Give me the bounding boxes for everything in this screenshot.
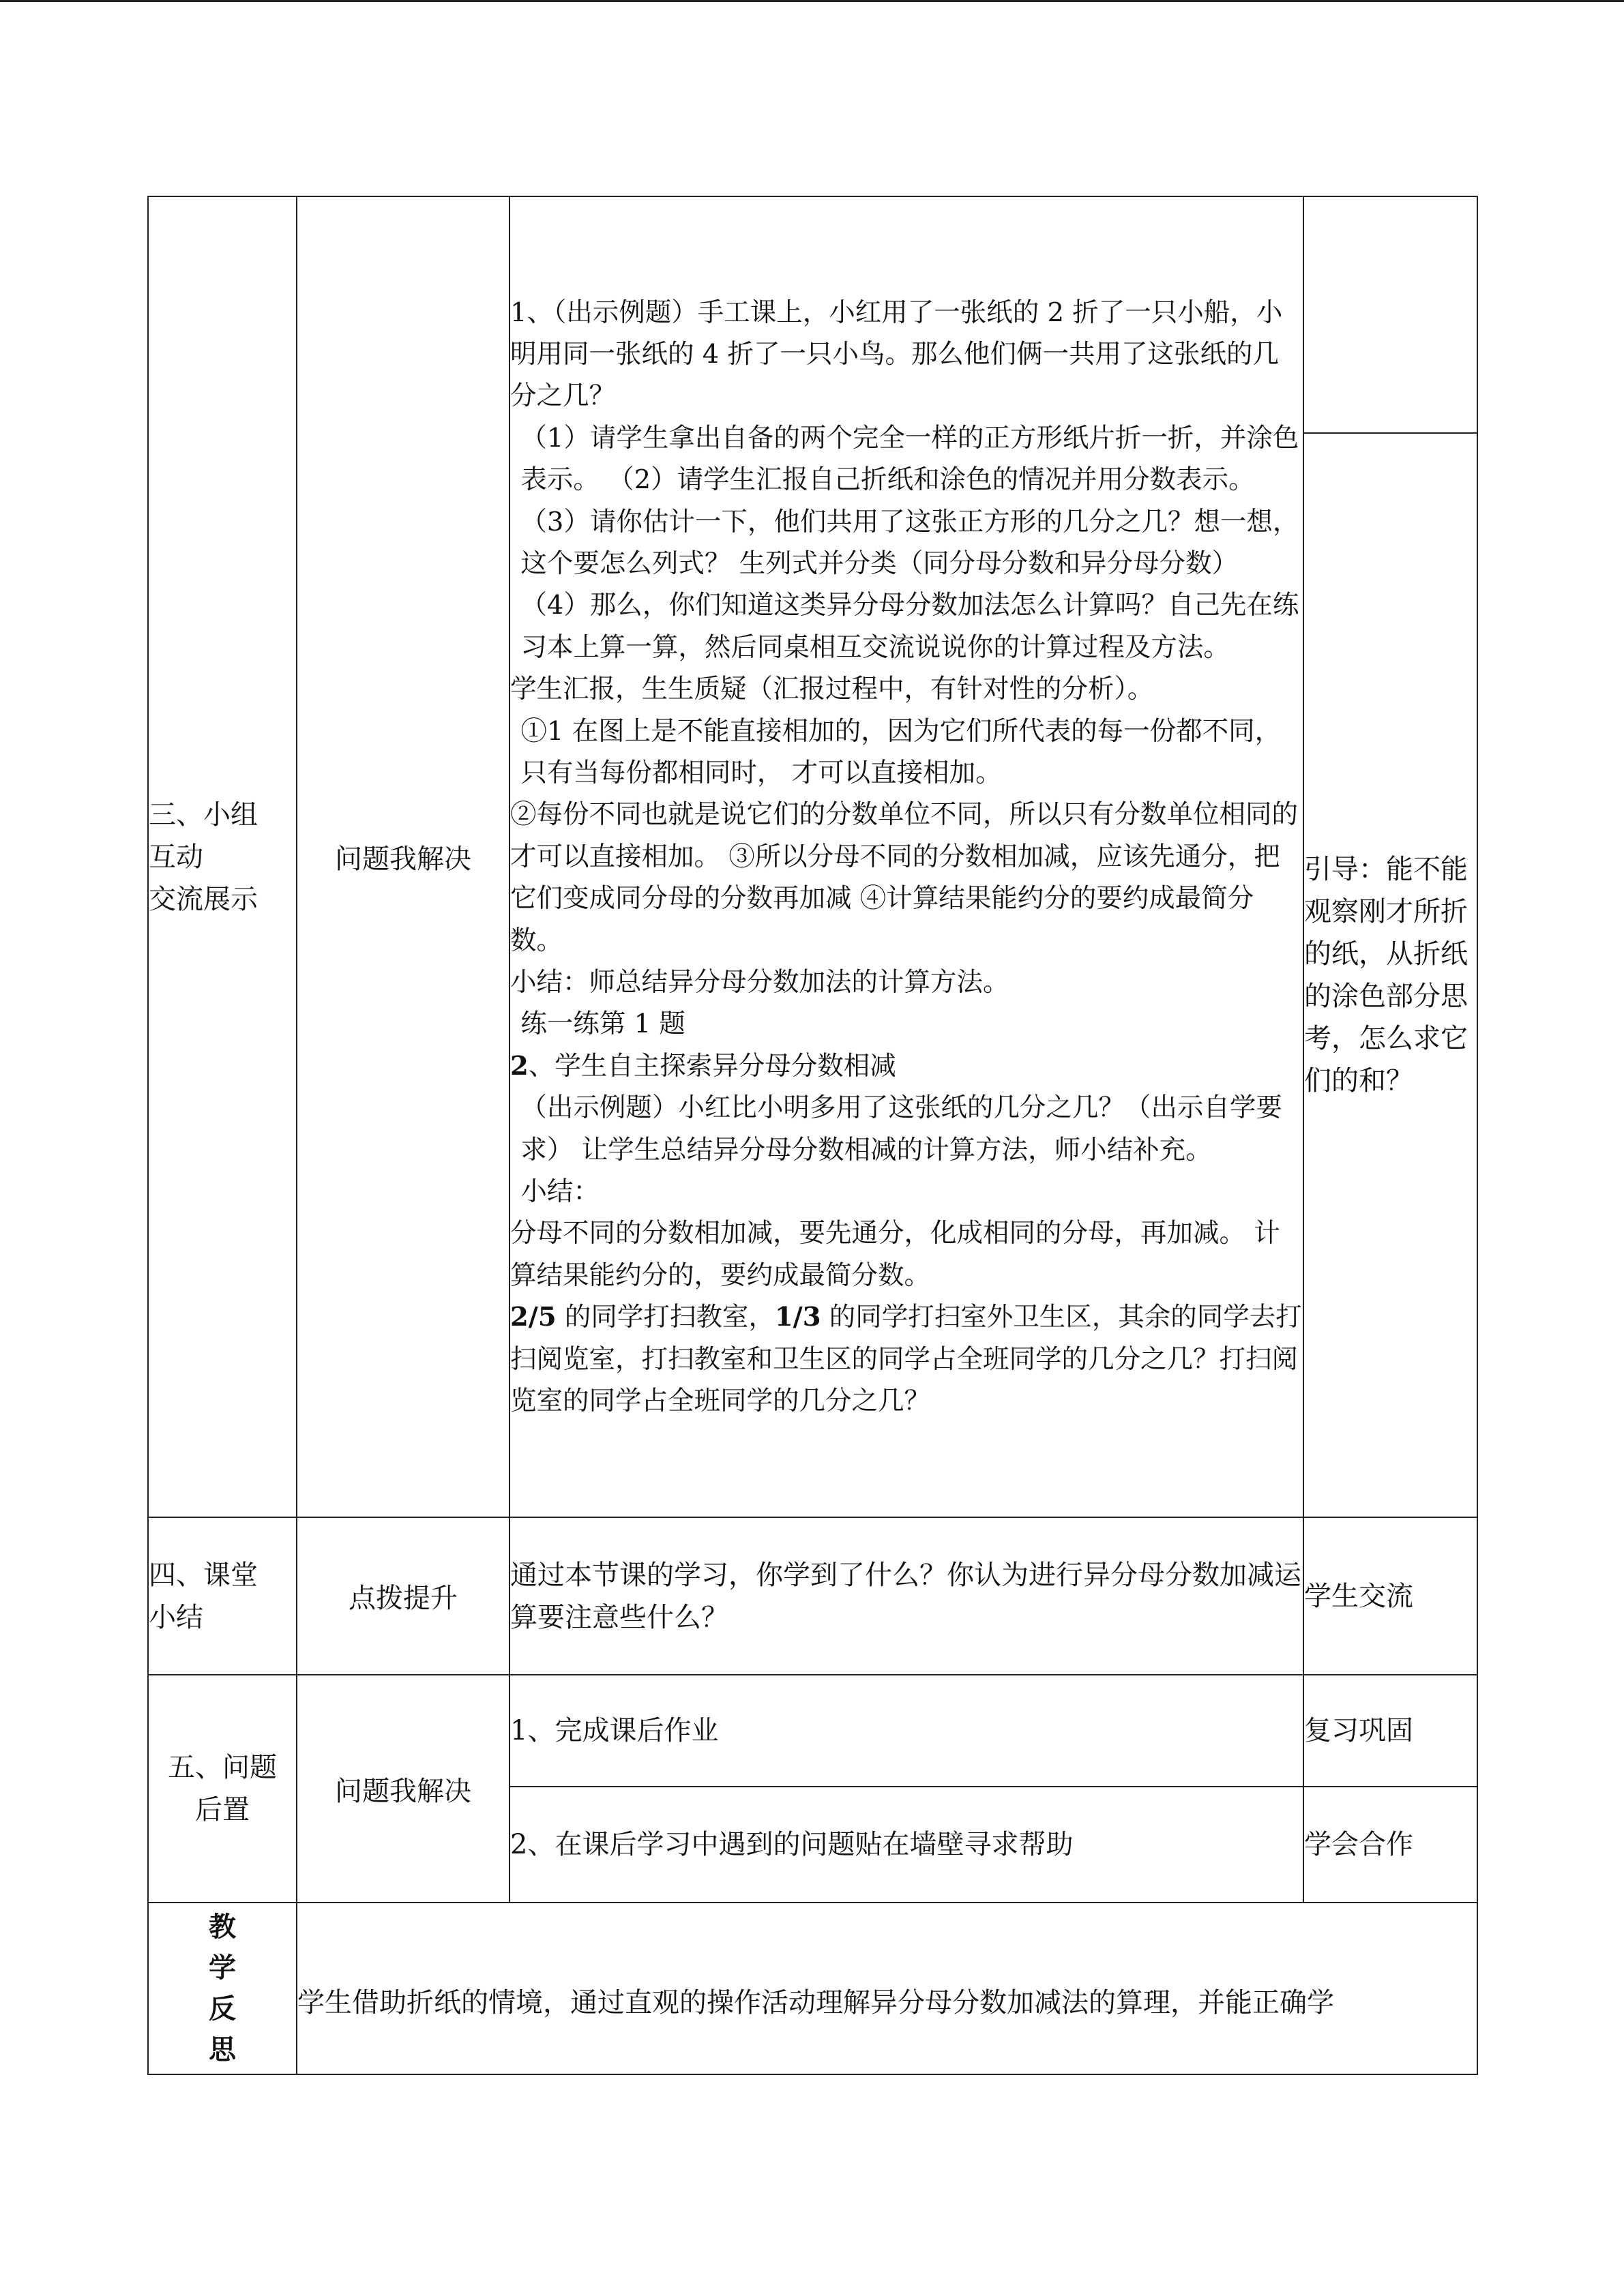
note-cell-summary: 学生交流	[1303, 1517, 1477, 1675]
stage-cell-post-problem: 五、问题 后置	[148, 1675, 297, 1903]
step3-paragraph: （3）请你估计一下，他们共用了这张正方形的几分之几？想一想，这个要怎么列式？ 生列式并分类（同分母分数和异分母分数）	[520, 506, 1299, 579]
page-top-border	[0, 0, 1624, 2]
point1-paragraph: ①1 在图上是不能直接相加的，因为它们所代表的每一份都不同，只有当每份都相同时， 才可以直接相加。	[520, 715, 1282, 788]
summary2-label: 小结：	[520, 1176, 600, 1208]
step4-paragraph: （4）那么，你们知道这类异分母分数加法怎么计算吗？自己先在练习本上算一算，然后同桌相互交流说说你的计算过程及方法。	[520, 590, 1299, 663]
note-cell-guidance: 引导：能不能观察刚才所折的纸，从折纸的涂色部分思考，怎么求它们的和？	[1303, 433, 1477, 1517]
report-paragraph: 学生汇报，生生质疑（汇报过程中，有针对性的分析）。	[510, 674, 1154, 705]
method-cell-summary: 点拨提升	[297, 1517, 510, 1675]
content-cell-summary: 通过本节课的学习，你学到了什么？你认为进行异分母分数加减运算要注意些什么？	[510, 1517, 1303, 1675]
note-cell-empty	[1303, 196, 1477, 433]
table-row-post-problem-1	[148, 1675, 1477, 1787]
lesson-plan-table	[147, 196, 1478, 2075]
method-cell-post-problem: 问题我解决	[297, 1675, 510, 1903]
reflection-text-cell: 学生借助折纸的情境，通过直观的操作活动理解异分母分数加减法的算理，并能正确学	[297, 1903, 1477, 2074]
table-row-reflection	[148, 1903, 1477, 2074]
example2-detail-paragraph: （出示例题）小红比小明多用了这张纸的几分之几？（出示自学要求） 让学生总结异分母分数相减的计算方法，师小结补充。	[520, 1092, 1282, 1165]
reflection-heading: 教 学 反 思	[148, 1903, 297, 2074]
task2-cell: 2、在课后学习中遇到的问题贴在墙壁寻求帮助	[510, 1787, 1303, 1903]
step1-paragraph: （1）请学生拿出自备的两个完全一样的正方形纸片折一折，并涂色表示。 （2）请学生汇报自己折纸和涂色的情况并用分数表示。	[520, 422, 1299, 496]
point2-paragraph: ②每份不同也就是说它们的分数单位不同，所以只有分数单位相同的才可以直接相加。 ③所以分母不同的分数相加减，应该先通分，把它们变成同分母的分数再加减 ④计算结果能约分的要约成最简分数。	[510, 799, 1299, 956]
table-row-summary	[148, 1517, 1477, 1675]
summary2-paragraph: 分母不同的分数相加减，要先通分，化成相同的分母，再加减。 计算结果能约分的，要约成最简分数。	[510, 1218, 1280, 1291]
stage-cell-summary: 四、课堂 小结	[148, 1517, 297, 1675]
problem-paragraph: 2/5 的同学打扫教室，1/3 的同学打扫室外卫生区，其余的同学去打扫阅览室，打扫教室和卫生区的同学占全班同学的几分之几？打扫阅览室的同学占全班同学的几分之几？	[510, 1302, 1302, 1417]
summary1-paragraph: 小结：师总结异分母分数加法的计算方法。	[510, 967, 1009, 998]
task1-cell: 1、完成课后作业	[510, 1675, 1303, 1787]
method-cell-group-interaction: 问题我解决	[297, 196, 510, 1517]
example2-paragraph: 2、学生自主探索异分母分数相减	[510, 1050, 896, 1082]
note-cell-task1: 复习巩固	[1303, 1675, 1477, 1787]
example1-paragraph: 1、（出示例题）手工课上，小红用了一张纸的 2 折了一只小船，小明用同一张纸的 4 折了一只小鸟。那么他们俩一共用了这张纸的几分之几？	[510, 297, 1283, 412]
content-cell-group-interaction	[510, 196, 1303, 1517]
practice-paragraph: 练一练第 1 题	[520, 1009, 685, 1040]
stage-cell-group-interaction: 三、小组 互动 交流展示	[148, 196, 297, 1517]
table-row-group-interaction	[148, 196, 1477, 433]
note-cell-task2: 学会合作	[1303, 1787, 1477, 1903]
